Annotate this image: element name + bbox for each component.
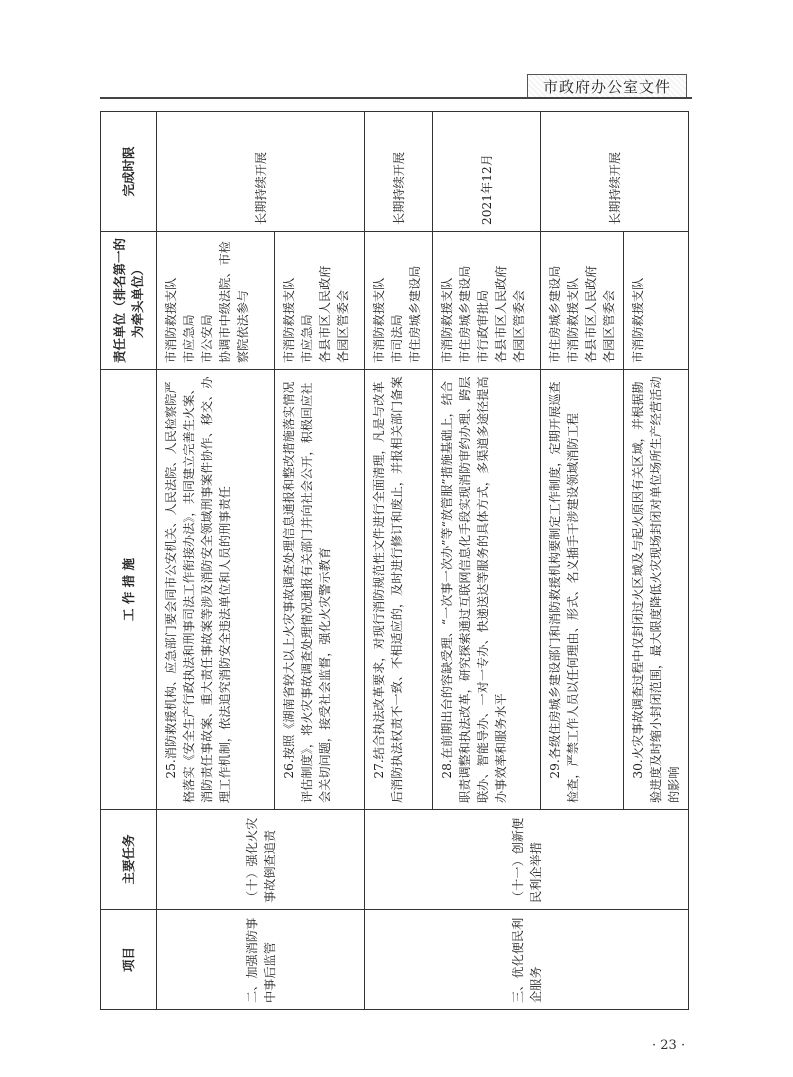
- unit-line: 市行政审批局: [476, 289, 490, 363]
- task-cell: （十一）创新便民利企举措: [365, 810, 689, 910]
- measure-text: 25.消防救援机构、应急部门要会同市公安机关、人民法院、人民检察院严格落实《安全生产行政执法和刑事司法工作衔接办法》，共同建立完善生火案、消防责任事故案、重大责任事故案等涉及消防安全领域刑事案件协作、移交、办理工作机制，依法追究消防安全违法单位和人员的刑事责任: [164, 376, 232, 803]
- project-cell: 三、优化便民利企服务: [365, 910, 689, 1010]
- measure-text: 27.结合执法改革要求，对现行消防规范性文件进行全面清理，凡是与改革后消防执法权责不一致、不相适应的，及时进行修订和废止，并报相关部门备案: [372, 376, 404, 803]
- unit-line: 市消防救援支队: [282, 277, 296, 363]
- measure-cell: [157, 370, 275, 810]
- time-cell: 长期持续开展: [541, 112, 689, 232]
- unit-line: 各园区管委会: [512, 289, 526, 363]
- unit-line: 协调市中级法院、市检察院依法参与: [218, 241, 250, 363]
- unit-line: 市消防救援支队: [372, 277, 386, 363]
- unit-cell: [365, 232, 433, 370]
- document-header-label: 市政府办公室文件: [527, 74, 687, 98]
- unit-line: 市消防救援支队: [440, 277, 454, 363]
- unit-line: 各县市区人民政府: [318, 265, 332, 363]
- measure-text: 29.各级住房城乡建设部门和消防救援机构要制定工作制度，定期开展巡查检查，严禁工作人员以任何理由、形式、名义插手干涉建设领域消防工程: [548, 381, 580, 803]
- page-number: · 23 ·: [652, 1038, 686, 1053]
- unit-line: 市公安局: [200, 314, 214, 363]
- task-cell: （十）强化火灾事故倒查追责: [157, 810, 365, 910]
- measure-text: 28.在前期出台的容缺受理、“一次事一次办”等“放管服”措施基础上，结合职责调整和执法改革，研究探索通过互联网信息化手段实现消防审约办理、跨层联办、智能导办、一对一专办、快递送达等服务的具体方式，多渠道多途径提高办事效率和服务水平: [440, 376, 508, 803]
- unit-cell: [275, 232, 365, 370]
- unit-cell: [157, 232, 275, 370]
- table-row: [365, 112, 433, 1010]
- table-row: [157, 112, 275, 1010]
- measure-cell: [624, 370, 689, 810]
- time-cell: 2021年12月: [433, 112, 541, 232]
- measure-cell: [433, 370, 541, 810]
- time-cell: 长期持续开展: [365, 112, 433, 232]
- measure-text: 30.火灾事故调查过程中仅封闭过火区域及与起火原因有关区域，并根据勘验进度及时缩小封闭范围，最大限度降低火灾现场封闭对单位场所生产经营活动的影响: [631, 376, 681, 803]
- task-table: [100, 111, 689, 1010]
- header-unit: 责任单位（排名第一的为牵头单位）: [101, 232, 157, 370]
- header-time: 完成时限: [101, 112, 157, 232]
- unit-line: 市应急局: [300, 314, 314, 363]
- unit-line: 市消防救援支队: [164, 277, 178, 363]
- unit-line: 各县市区人民政府: [494, 265, 508, 363]
- measure-cell: [365, 370, 433, 810]
- project-cell: 二、加强消防事中事后监管: [157, 910, 365, 1010]
- header-task: 主要任务: [101, 810, 157, 910]
- measure-cell: [275, 370, 365, 810]
- unit-line: 各县市区人民政府: [584, 265, 598, 363]
- table-header-row: [101, 112, 157, 1010]
- rotated-table-container: [100, 112, 681, 1010]
- unit-cell: [541, 232, 624, 370]
- unit-line: 市住房城乡建设局: [408, 265, 422, 363]
- unit-cell: [433, 232, 541, 370]
- header-measures: 工 作 措 施: [101, 370, 157, 810]
- unit-line: 市住房城乡建设局: [458, 265, 472, 363]
- unit-line: 各园区管委会: [602, 289, 616, 363]
- unit-line: 市消防救援支队: [631, 277, 645, 363]
- header-divider: [100, 97, 692, 99]
- measure-cell: [541, 370, 624, 810]
- unit-line: 市司法局: [390, 314, 404, 363]
- measure-text: 26.按照《湖南省较大以上火灾事故调查处理信息通报和整改措施落实情况评估制度》，将火灾事故调查处理情况通报有关部门并向社会公开，积极回应社会关切问题，接受社会监督，强化火灾警示教育: [282, 381, 332, 803]
- unit-line: 市住房城乡建设局: [548, 265, 562, 363]
- unit-line: 市消防救援支队: [566, 277, 580, 363]
- unit-line: 各园区管委会: [336, 289, 350, 363]
- unit-line: 市应急局: [182, 314, 196, 363]
- unit-cell: [624, 232, 689, 370]
- time-cell: 长期持续开展: [157, 112, 365, 232]
- header-project: 项目: [101, 910, 157, 1010]
